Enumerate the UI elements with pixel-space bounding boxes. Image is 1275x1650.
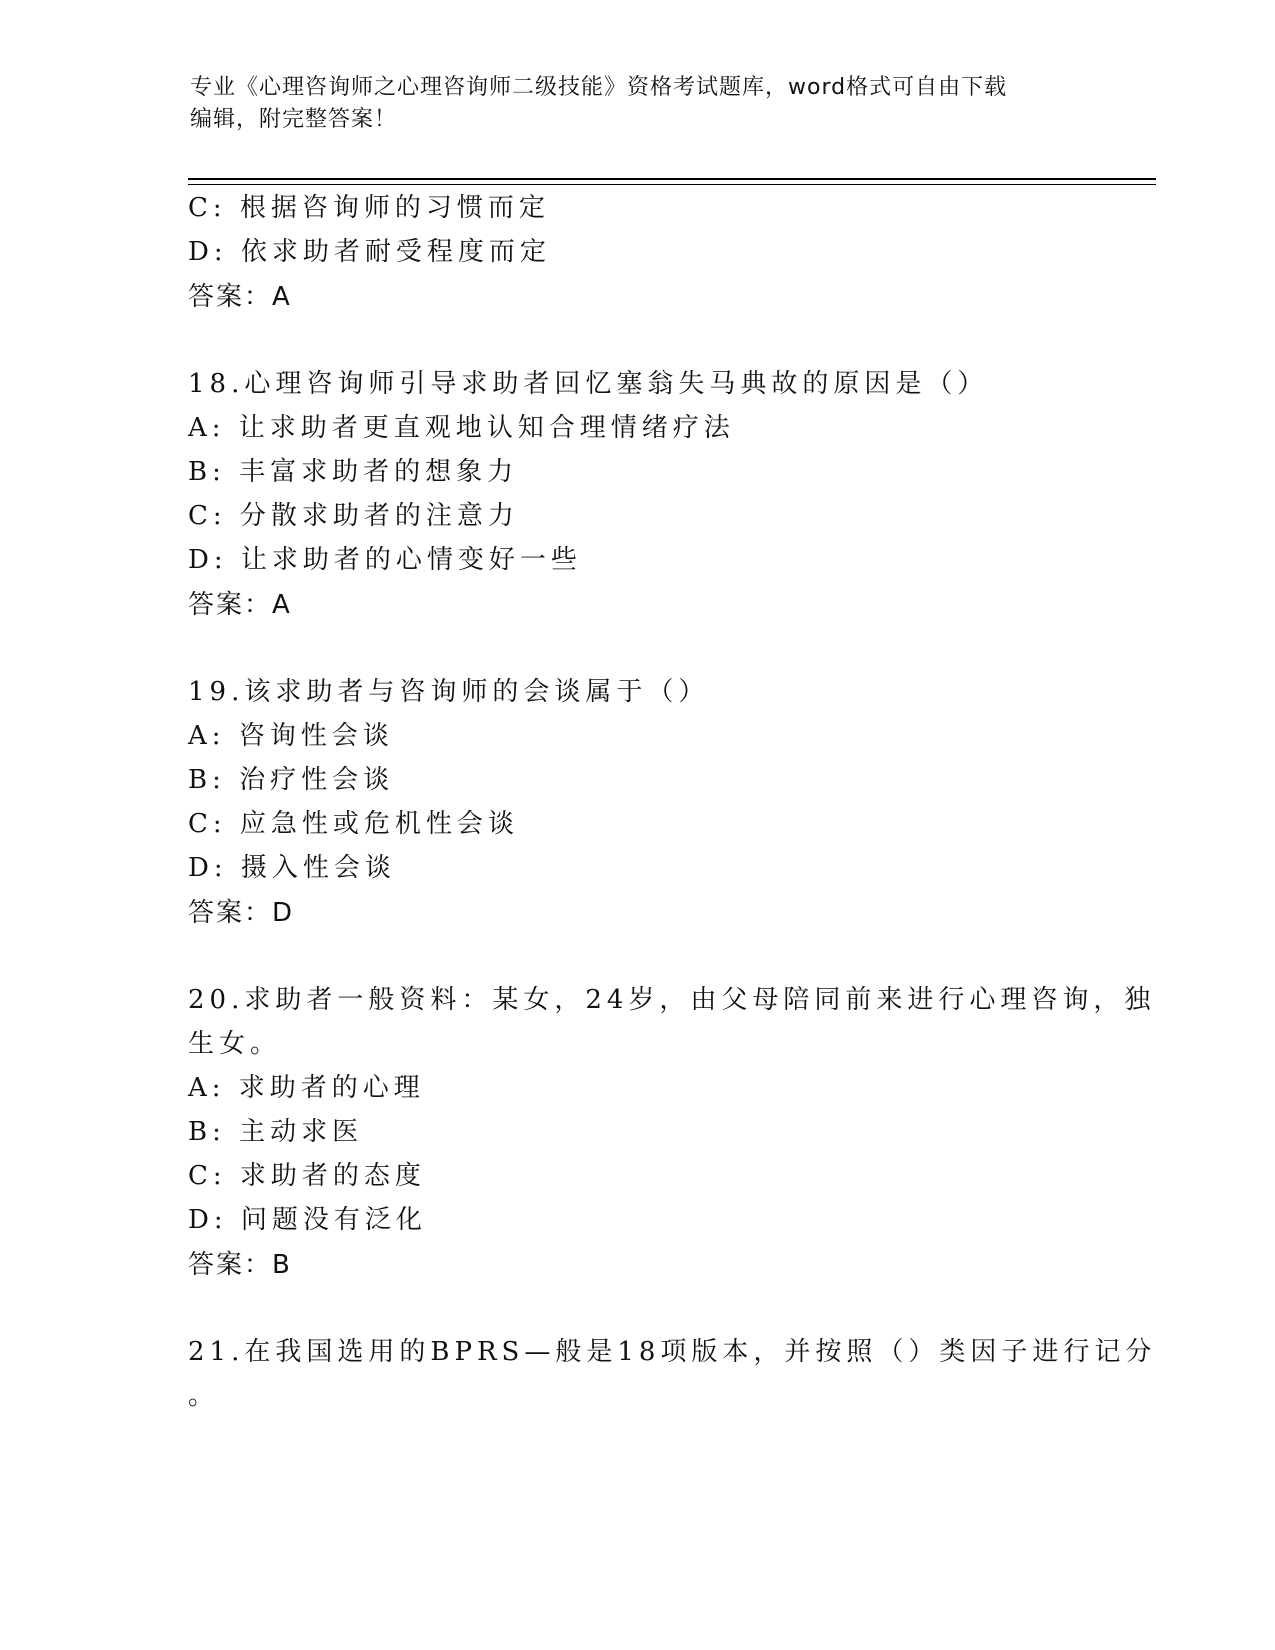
q20-option-b: B: 主动求医 <box>188 1117 364 1147</box>
header-divider-thin <box>188 184 1156 185</box>
q18-question: 18.心理咨询师引导求助者回忆塞翁失马典故的原因是（） <box>188 369 989 399</box>
q17-option-d: D: 依求助者耐受程度而定 <box>188 237 551 267</box>
q17-answer: 答案：A <box>188 282 292 312</box>
q18-option-b: B: 丰富求助者的想象力 <box>188 457 519 487</box>
q21-question-line-2: 。 <box>188 1381 220 1411</box>
document-header <box>190 72 1090 136</box>
q19-question: 19.该求助者与咨询师的会谈属于（） <box>188 677 710 707</box>
header-line-2: 编辑，附完整答案！ <box>190 107 398 132</box>
q21-question-line-1: 21.在我国选用的BPRS—般是18项版本，并按照（）类因子进行记分 <box>188 1337 1157 1367</box>
q20-question-line-1: 20.求助者一般资料：某女，24岁，由父母陪同前来进行心理咨询，独 <box>188 985 1156 1015</box>
q20-option-d: D: 问题没有泛化 <box>188 1205 427 1235</box>
q19-option-a: A: 咨询性会谈 <box>188 721 394 751</box>
q18-option-a: A: 让求助者更直观地认知合理情绪疗法 <box>188 413 735 443</box>
q18-option-d: D: 让求助者的心情变好一些 <box>188 545 582 575</box>
header-divider-thick <box>188 178 1156 180</box>
q20-answer: 答案：B <box>188 1250 292 1280</box>
q19-option-c: C: 应急性或危机性会谈 <box>188 809 519 839</box>
q18-answer: 答案：A <box>188 590 292 620</box>
q17-option-c: C: 根据咨询师的习惯而定 <box>188 193 550 223</box>
q18-option-c: C: 分散求助者的注意力 <box>188 501 519 531</box>
q19-answer: 答案：D <box>188 898 295 928</box>
q19-option-d: D: 摄入性会谈 <box>188 853 396 883</box>
header-line-1: 专业《心理咨询师之心理咨询师二级技能》资格考试题库，word格式可自由下载 <box>190 75 1008 100</box>
q19-option-b: B: 治疗性会谈 <box>188 765 395 795</box>
q20-question-line-2: 生女。 <box>188 1029 282 1059</box>
q20-option-c: C: 求助者的态度 <box>188 1161 426 1191</box>
q20-option-a: A: 求助者的心理 <box>188 1073 425 1103</box>
